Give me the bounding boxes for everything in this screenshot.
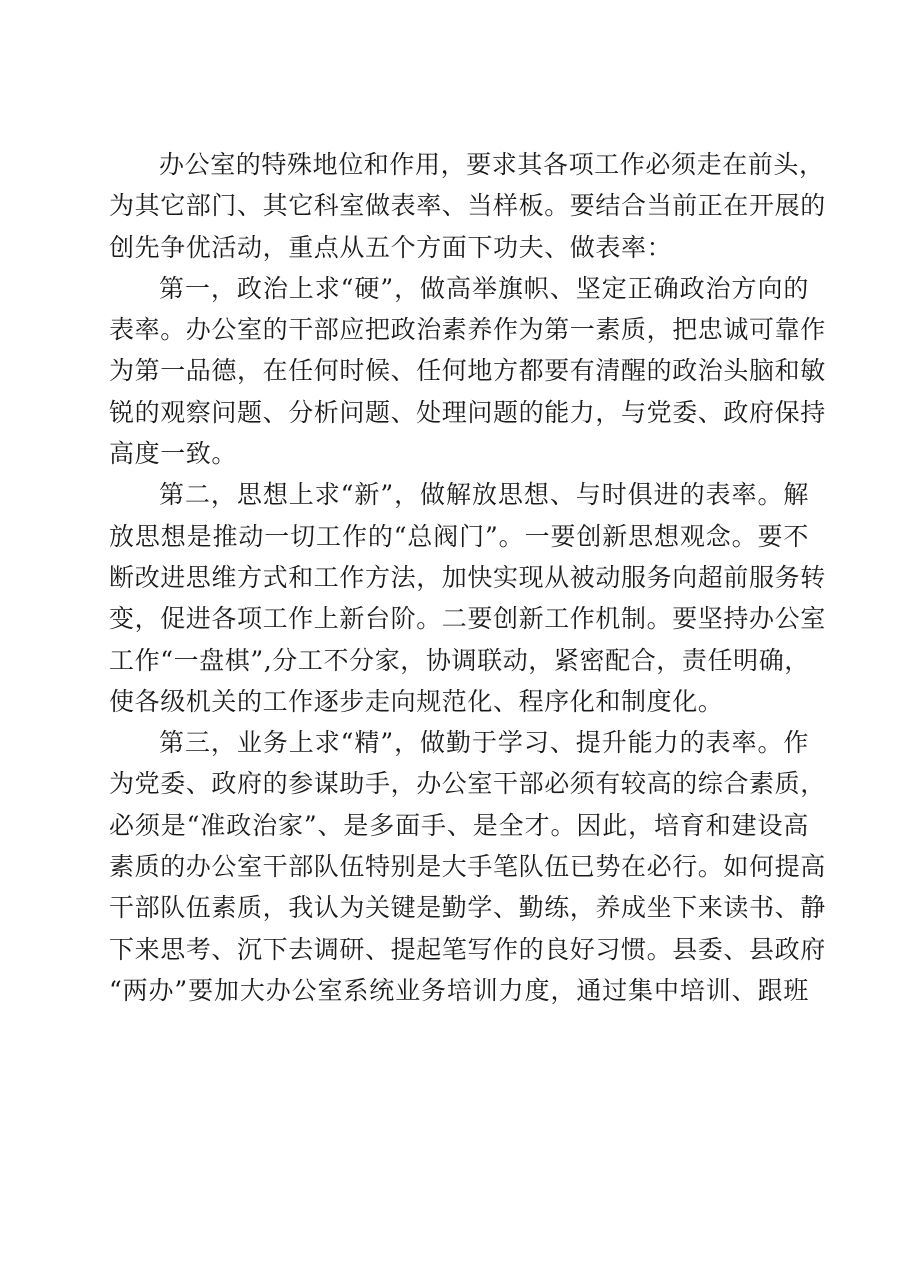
text-line: 工作“一盘棋”,分工不分家，协调联动，紧密配合，责任明确， (109, 645, 810, 675)
text-line: 第二，思想上求“新”，做解放思想、与时俱进的表率。解 (159, 480, 809, 510)
text-line: 办公室的特殊地位和作用，要求其各项工作必须走在前头， (159, 150, 825, 179)
text-line: 第一，政治上求“硬”，做高举旗帜、坚定正确政治方向的 (159, 273, 809, 303)
text-line: 为党委、政府的参谋助手，办公室干部必须有较高的综合素质， (109, 769, 826, 799)
text-line: 断改进思维方式和工作方法，加快实现从被动服务向超前服务转 (109, 562, 826, 592)
text-line: “两办”要加大办公室系统业务培训力度，通过集中培训、跟班 (109, 975, 809, 1005)
text-line: 表率。办公室的干部应把政治素养作为第一素质，把忠诚可靠作 (109, 315, 826, 345)
text-line: 素质的办公室干部队伍特别是大手笔队伍已势在必行。如何提高 (109, 852, 826, 882)
text-line: 创先争优活动，重点从五个方面下功夫、做表率： (109, 232, 673, 262)
text-line: 放思想是推动一切工作的“总阀门”。一要创新思想观念。要不 (109, 521, 809, 551)
body-text (109, 144, 826, 1011)
text-line: 锐的观察问题、分析问题、处理问题的能力，与党委、政府保持 (109, 397, 826, 427)
text-line: 变，促进各项工作上新台阶。二要创新工作机制。要坚持办公室 (109, 604, 826, 634)
text-line: 必须是“准政治家”、是多面手、是全才。因此，培育和建设高 (109, 810, 809, 840)
text-line: 下来思考、沉下去调研、提起笔写作的良好习惯。县委、县政府 (109, 934, 826, 964)
text-line: 干部队伍素质，我认为关键是勤学、勤练，养成坐下来读书、静 (109, 893, 826, 923)
text-line: 使各级机关的工作逐步走向规范化、程序化和制度化。 (109, 686, 724, 716)
text-line: 高度一致。 (109, 439, 238, 469)
text-line: 为其它部门、其它科室做表率、当样板。要结合当前正在开展的 (109, 191, 826, 221)
text-line: 第三，业务上求“精”，做勤于学习、提升能力的表率。作 (159, 728, 809, 758)
text-line: 为第一品德，在任何时候、任何地方都要有清醒的政治头脑和敏 (109, 356, 826, 386)
